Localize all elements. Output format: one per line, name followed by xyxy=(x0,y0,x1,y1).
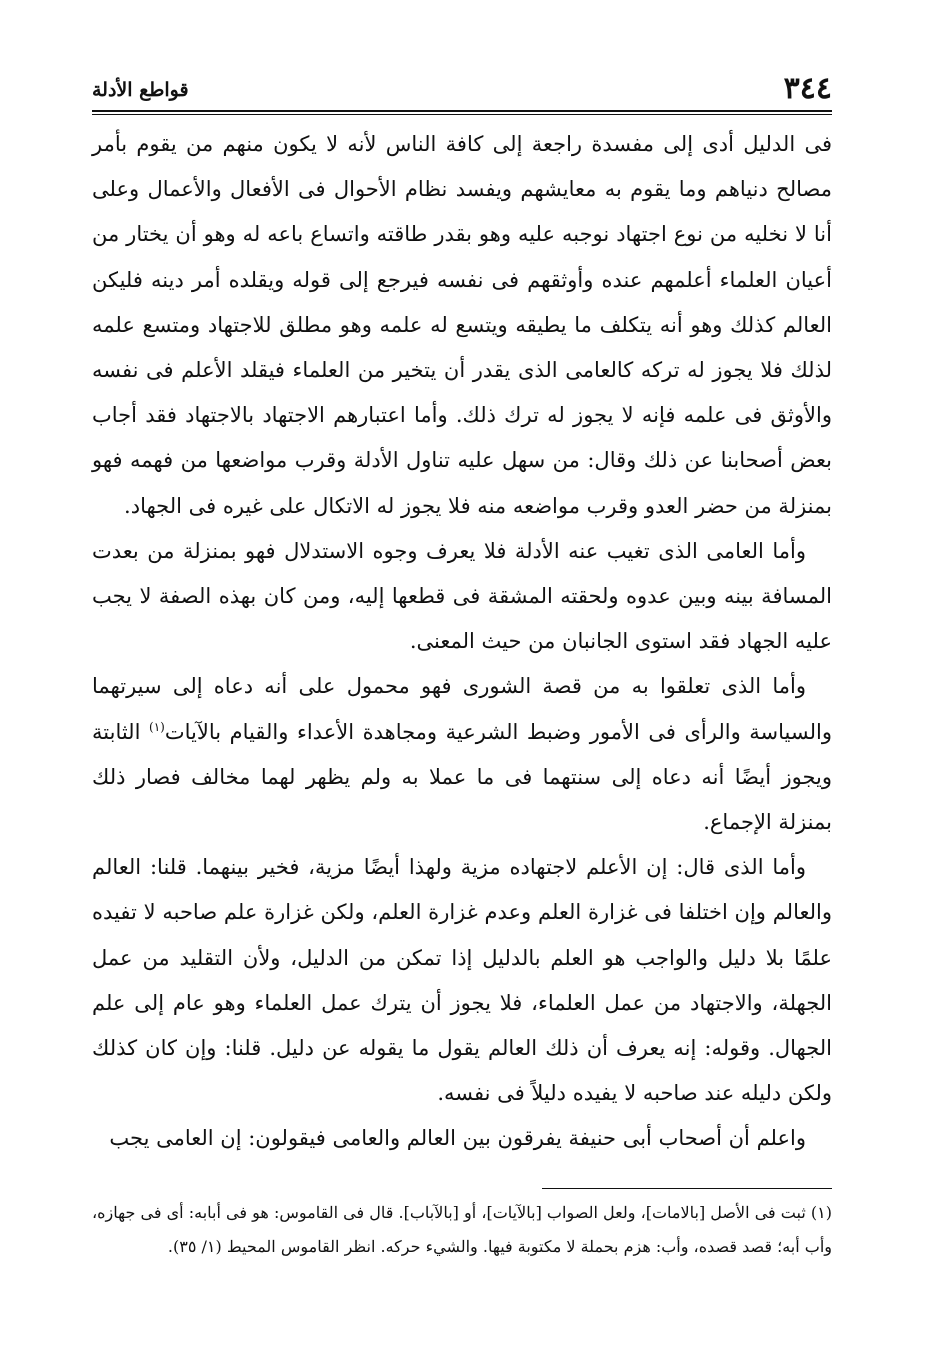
paragraph-2: وأما العامى الذى تغيب عنه الأدلة فلا يعرف وجوه الاستدلال فهو بمنزلة من بعدت المسافة بينه وبين عدوه ولحقته المشقة فى قطعها إليه، ومن كان بهذه الصفة لا يجب عليه الجهاد فقد استوى الجانبان من حيث المعنى. xyxy=(92,538,832,654)
page-header xyxy=(92,64,832,104)
footnote-separator xyxy=(542,1188,832,1189)
footnote-1: (١) ثبت فى الأصل [بالامات]، ولعل الصواب [بالآيات]، أو [بالآباب]. قال فى القاموس: هو فى أبابه: أى فى جهازه، وأب أبه؛ قصد قصده، وأب: هزم بحملة لا مكتوبة فيها. والشيء حركه. انظر القاموس المحيط (١/ ٣٥). xyxy=(92,1203,832,1256)
footnote-reference: (١) xyxy=(149,719,165,734)
footnotes xyxy=(92,1196,832,1264)
paragraph-3-part-2: الثابتة ويجوز أيضًا أنه دعاه إلى سنتهما فى ما عملا به ولم يظهر لهما مخالف فصار ذلك بمنزلة الإجماع. xyxy=(92,719,832,835)
paragraph-1: فى الدليل أدى إلى مفسدة راجعة إلى كافة الناس لأنه لا يكون منهم من يقوم بأمر مصالح دنياهم وما يقوم به معايشهم ويفسد نظام الأحوال فى الأفعال والأعمال وعلى أنا لا نخليه من نوع اجتهاد نوجبه عليه وهو بقدر طاقته واتساع باعه له وهو أن يختار من أعيان العلماء أعلمهم عنده وأوثقهم فى نفسه فيرجع إلى قوله ويقلده أمر دينه فليكن العالم كذلك وهو أنه يتكلف ما يطيقه ويتسع له علمه وهو مطلق للاجتهاد ومتسع علمه لذلك فلا يجوز له تركه كالعامى الذى يقدر أن يتخير من العلماء فيقلد الأعلم فى نفسه والأوثق فى علمه فإنه لا يجوز له ترك ذلك. وأما اعتبارهم الاجتهاد بالاجتهاد فقد أجاب بعض أصحابنا عن ذلك وقال: من سهل عليه تناول الأدلة وقرب مواضعها من فهمه فهو بمنزلة من حضر العدو وقرب مواضعه منه فلا يجوز له الاتكال على غيره فى الجهاد. xyxy=(92,132,832,518)
page-number: ٣٤٤ xyxy=(783,71,832,106)
running-title: قواطع الأدلة xyxy=(92,79,189,101)
paragraph-3-part-1: وأما الذى تعلقوا به من قصة الشورى فهو محمول على أنه دعاه إلى سيرتهما والسياسة والرأى فى الأمور وضبط الشرعية ومجاهدة الأعداء والقيام بالآيات xyxy=(92,674,832,744)
paragraph-3 xyxy=(92,664,832,845)
body-text xyxy=(92,122,832,1162)
paragraph-5: واعلم أن أصحاب أبى حنيفة يفرقون بين العالم والعامى فيقولون: إن العامى يجب xyxy=(109,1126,806,1151)
paragraph-4: وأما الذى قال: إن الأعلم لاجتهاده مزية ولهذا أيضًا مزية، فخير بينهما. قلنا: العالم والعالم وإن اختلفا فى غزارة العلم وعدم غزارة العلم، ولكن غزارة علم صاحبه لا تفيده علمًا بلا دليل والواجب هو العلم بالدليل إذا تمكن من الدليل، ولأن التقليد من عمل الجهلة، والاجتهاد من عمل العلماء، فلا يجوز أن يترك عمل العلماء وهو عام إلى علم الجهال. وقوله: إنه يعرف أن ذلك العالم يقول ما يقوله عن دليل. قلنا: وإن كان كذلك ولكن دليله عند صاحبه لا يفيده دليلاً فى نفسه. xyxy=(92,855,832,1106)
header-rule xyxy=(92,110,832,115)
